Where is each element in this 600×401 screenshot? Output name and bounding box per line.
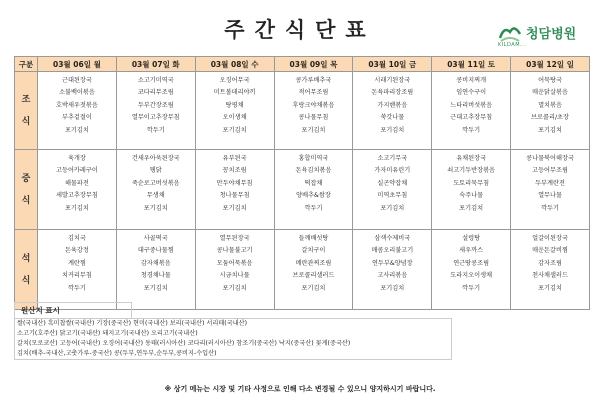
meal-label-char: 식 — [21, 195, 31, 206]
menu-cell — [38, 150, 117, 230]
menu-item: 포기김치 — [380, 126, 405, 134]
menu-item: 돈육강정 — [64, 247, 89, 255]
menu-item: 매운닭살볶음 — [532, 89, 568, 97]
menu-item: 포기김치 — [459, 204, 484, 212]
menu-item: 소불백이볶음 — [58, 89, 95, 97]
menu-cell — [353, 230, 432, 310]
menu-item: 시래기된장국 — [374, 77, 411, 84]
menu-item: 홍합미역국 — [298, 155, 329, 162]
menu-item: 가자미유린기 — [374, 167, 411, 175]
menu-item: 적어무조림 — [298, 89, 329, 97]
menu-cell — [195, 72, 274, 150]
page-title: 주간식단표 — [224, 18, 376, 42]
menu-item: 콩가루배추국 — [295, 77, 332, 84]
menu-item: 포기김치 — [301, 126, 326, 134]
origin-heading: 원산지 표시 — [14, 302, 132, 318]
menu-item: 포기김치 — [538, 284, 562, 292]
menu-item: 포기김치 — [143, 284, 168, 292]
menu-item: 두부간장조림 — [137, 101, 174, 109]
menu-cell — [432, 72, 511, 150]
menu-item: 포기김치 — [222, 284, 247, 292]
meal-label — [15, 150, 38, 230]
menu-item: 미역초무침 — [377, 192, 408, 200]
menu-item: 육개장 — [67, 155, 86, 162]
menu-item: 죽순로고버섯볶음 — [131, 179, 180, 187]
origin-list — [14, 318, 452, 360]
menu-item: 열무이고추장무침 — [131, 114, 180, 122]
menu-item: 감자조림 — [538, 259, 562, 267]
menu-cell — [116, 150, 195, 230]
menu-item: 후랑크야채볶음 — [292, 101, 335, 109]
menu-item: 실곤약잡채 — [377, 179, 408, 187]
menu-item: 청나물무침 — [219, 192, 250, 200]
menu-item: 모둠어묵볶음 — [216, 259, 253, 267]
menu-item: 열무된장국 — [219, 235, 250, 242]
menu-item: 깍두기 — [462, 126, 481, 134]
hospital-logo — [498, 20, 594, 48]
menu-item: 고사리볶음 — [377, 272, 408, 280]
header-day: 03월 11일 토 — [432, 57, 511, 72]
menu-item: 호박새우젓볶음 — [56, 101, 98, 109]
menu-cell — [116, 230, 195, 310]
menu-item: 두부계란전 — [535, 179, 565, 187]
menu-cell — [38, 230, 117, 310]
menu-item: 코다리무조림 — [137, 89, 174, 97]
menu-item: 들깨배섯탕 — [298, 235, 329, 242]
menu-item: 삼색수제비국 — [374, 235, 411, 242]
menu-item: 설렁탕 — [462, 235, 481, 242]
menu-item: 소고기미역국 — [137, 77, 174, 84]
menu-item: 포기김치 — [222, 126, 247, 134]
menu-cell — [353, 72, 432, 150]
menu-item: 청경채나물 — [140, 272, 171, 280]
meal-label-char: 식 — [21, 275, 31, 286]
menu-item: 유채된장국 — [456, 155, 487, 162]
menu-item: 포기김치 — [64, 204, 89, 212]
hospital-name-sub: KILDAM... — [498, 42, 527, 48]
menu-item: 해물파전 — [64, 179, 89, 187]
menu-item: 포기김치 — [222, 204, 247, 212]
meal-label-char: 식 — [21, 116, 31, 127]
menu-item: 콩비지찌개 — [456, 77, 487, 84]
menu-cell — [511, 230, 590, 310]
menu-item: 고등어카레구이 — [56, 167, 98, 175]
menu-item: 브로콜리샐러드 — [292, 272, 335, 280]
menu-item: 꽁치조림 — [222, 167, 247, 175]
header-day: 03월 06일 월 — [38, 57, 117, 72]
menu-item: 계란찜 — [67, 259, 86, 267]
notice-text: ※ 상기 메뉴는 시장 및 기타 사정으로 인해 다소 변경될 수 있으니 양지하시기 바랍니다. — [164, 385, 436, 393]
menu-item: 포기김치 — [538, 126, 562, 134]
menu-item: 숙주나물 — [459, 192, 484, 200]
origin-line: 쌀(국내산) 흑미찹쌀(국내산) 기장(중국산) 현미(국내산) 보리(국내산) 서리태(국내산) — [17, 320, 248, 327]
origin-section — [14, 302, 452, 360]
menu-item: 멸치볶음 — [538, 101, 562, 109]
meal-label-char: 중 — [21, 173, 31, 184]
menu-item: 김치국 — [67, 235, 86, 242]
hospital-name: 청담병원 — [526, 27, 577, 42]
menu-item: 시금치나물 — [219, 272, 250, 280]
menu-item: 임연수구이 — [456, 89, 487, 97]
menu-item: 새우까스 — [459, 247, 484, 255]
meal-row — [15, 72, 590, 150]
header-day: 03월 08일 수 — [195, 57, 274, 72]
menu-item: 쑥갓나물 — [380, 114, 405, 122]
menu-cell — [195, 150, 274, 230]
menu-item: 깍두기 — [146, 126, 165, 134]
menu-item: 포기김치 — [380, 284, 405, 292]
menu-item: 콩나물북어해장국 — [526, 155, 574, 162]
menu-item: 포기김치 — [64, 126, 89, 134]
menu-item: 포기김치 — [143, 204, 168, 212]
menu-item: 사골떡국 — [143, 235, 168, 242]
menu-item: 오이생채 — [222, 114, 247, 122]
menu-item: 돈육김치볶음 — [295, 167, 332, 175]
weekly-menu-table — [14, 56, 590, 310]
menu-item: 세발고추장무침 — [56, 192, 98, 200]
meal-label — [15, 230, 38, 310]
menu-item: 돈육파리장조림 — [371, 89, 414, 97]
menu-item: 양배추&쌈장 — [296, 192, 331, 200]
menu-item: 깍두기 — [67, 284, 86, 292]
menu-item: 탕평채 — [225, 101, 244, 109]
menu-item: 도라지오이생채 — [450, 272, 493, 280]
menu-cell — [116, 72, 195, 150]
menu-item: 쇠고기두반장볶음 — [447, 167, 496, 175]
menu-item: 천사채샐러드 — [532, 272, 568, 280]
header-day: 03월 09일 목 — [274, 57, 353, 72]
menu-cell — [432, 150, 511, 230]
header-day: 03월 12일 일 — [511, 57, 590, 72]
menu-item: 부추겉절이 — [61, 114, 92, 122]
meal-label-char: 석 — [21, 253, 31, 264]
menu-item: 오징어무국 — [219, 77, 250, 84]
meal-label — [15, 72, 38, 150]
menu-item: 가지핸볶음 — [377, 101, 408, 109]
menu-cell — [511, 72, 590, 150]
menu-item: 근대된장국 — [61, 77, 92, 84]
hospital-logo-icon — [498, 22, 522, 44]
menu-cell — [274, 150, 353, 230]
menu-item: 메란관찌조림 — [295, 259, 332, 267]
menu-item: 치커리무침 — [61, 272, 92, 280]
menu-item: 감자채볶음 — [140, 259, 171, 267]
menu-item: 소고기무국 — [377, 155, 408, 162]
menu-item: 연근땅콩조림 — [453, 259, 490, 267]
origin-line: 소고기(호주산) 닭고기(국내산) 돼지고기(국내산) 오리고기(국내산) — [17, 330, 198, 337]
menu-item: 깍두기 — [304, 204, 323, 212]
menu-cell — [274, 72, 353, 150]
menu-item: 무생채 — [146, 192, 165, 200]
menu-item: 열무나물 — [538, 192, 562, 200]
menu-item: 콩나물무침 — [298, 114, 329, 122]
menu-item: 깍두기 — [462, 284, 481, 292]
header-day: 03월 07일 화 — [116, 57, 195, 72]
menu-item: 연두부&양념장 — [371, 259, 413, 267]
menu-item: 느타리버섯볶음 — [450, 101, 493, 109]
menu-item: 깍두기 — [541, 204, 559, 212]
menu-item: 떡잡채 — [304, 179, 323, 187]
meal-row — [15, 230, 590, 310]
header-day: 03월 10일 금 — [353, 57, 432, 72]
menu-item: 매운돈갈비찜 — [532, 247, 568, 255]
menu-cell — [511, 150, 590, 230]
menu-cell — [353, 150, 432, 230]
menu-item: 포기김치 — [301, 284, 326, 292]
menu-item: 미트볼데리야끼 — [213, 89, 256, 97]
menu-item: 대구중나물찜 — [137, 247, 174, 255]
menu-item: 브로콜리/초장 — [531, 114, 569, 122]
menu-item: 만두야채무침 — [216, 179, 253, 187]
menu-item: 매콤오리불고기 — [371, 247, 414, 255]
menu-item: 뒝닭 — [149, 167, 162, 175]
menu-item: 도토리묵무침 — [453, 179, 490, 187]
meal-row — [15, 150, 590, 230]
menu-item: 건새우아욱된장국 — [131, 155, 180, 162]
origin-line: 김치(배추-국내산,고춧가루-중국산) 콩(두부,연두부,순두부,콩비지-수입산) — [17, 350, 217, 357]
menu-header-row — [15, 57, 590, 72]
menu-item: 갈치구이 — [301, 247, 326, 255]
menu-item: 어묵탕국 — [538, 77, 562, 84]
menu-item: 포기김치 — [380, 204, 405, 212]
menu-item: 근대고추장무침 — [450, 114, 493, 122]
menu-item: 콩나물불고기 — [216, 247, 253, 255]
menu-item: 얼갈이된장국 — [532, 235, 568, 242]
meal-label-char: 조 — [21, 94, 31, 105]
menu-cell — [432, 230, 511, 310]
menu-cell — [38, 72, 117, 150]
menu-item: 유부된국 — [222, 155, 247, 162]
menu-cell — [195, 230, 274, 310]
header-gubun: 구분 — [15, 57, 38, 72]
origin-line: 갈치(모로코산) 고등어(국내산) 오징어(국내산) 동태(러시아산) 코다리(러시아산) 참조기(중국산) 낙지(중국산) 꽃게(중국산) — [17, 340, 351, 347]
menu-cell — [274, 230, 353, 310]
menu-item: 고등어무조림 — [532, 167, 568, 175]
